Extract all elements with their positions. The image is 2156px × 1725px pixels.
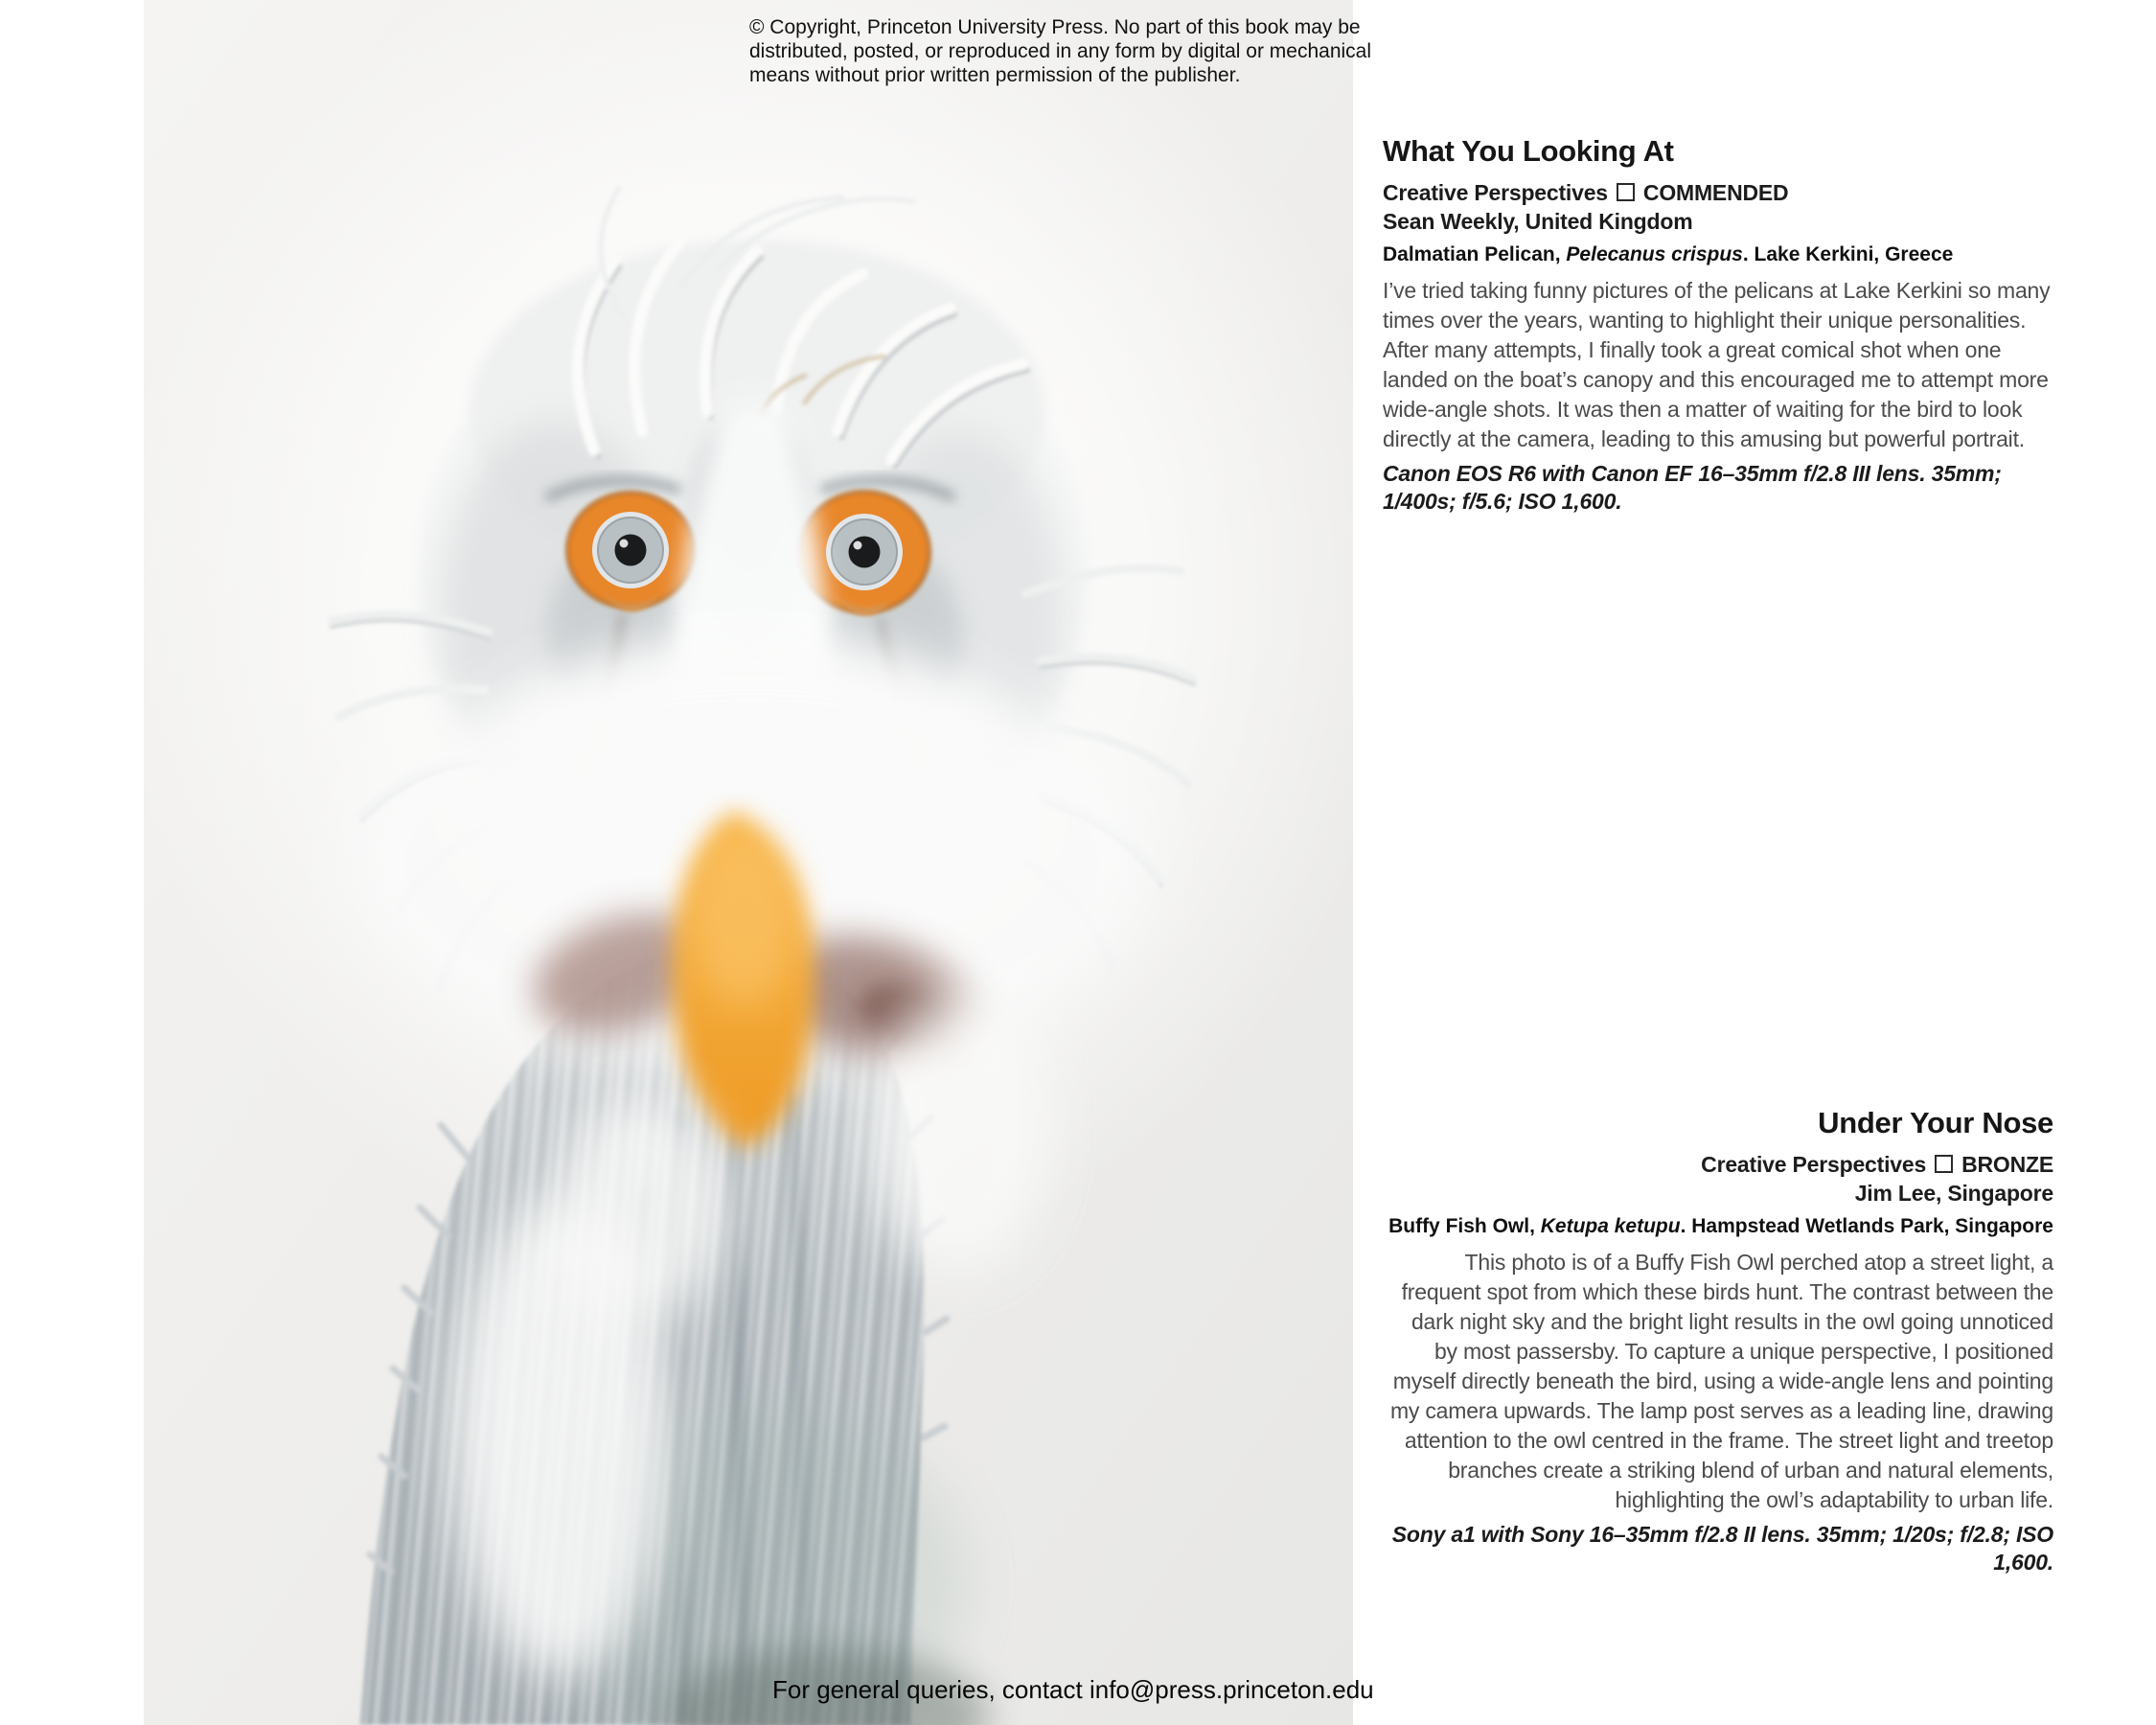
award-separator-square (1617, 183, 1635, 201)
species-location: . Lake Kerkini, Greece (1742, 243, 1954, 265)
entry-title: What You Looking At (1383, 134, 1674, 168)
entry-category: Creative Perspectives (1383, 180, 1608, 205)
species-latin-name: Ketupa ketupu (1540, 1215, 1681, 1237)
copyright-notice (749, 15, 1371, 87)
species-latin-name: Pelecanus crispus (1566, 243, 1743, 265)
entry-under-your-nose (1383, 1106, 2053, 1576)
entry-camera-info: Canon EOS R6 with Canon EF 16–35mm f/2.8 III lens. 35mm; 1/400s; f/5.6; ISO 1,600. (1383, 461, 2002, 514)
copyright-line: means without prior written permission of the publisher. (749, 64, 1241, 86)
footer-contact: For general queries, contact info@press.princeton.edu (772, 1675, 1374, 1704)
copyright-line: distributed, posted, or reproduced in any form by digital or mechanical (749, 40, 1372, 62)
entry-category: Creative Perspectives (1701, 1152, 1927, 1177)
award-separator-square (1935, 1155, 1953, 1173)
entry-award-line (1383, 178, 2053, 207)
pelican-left-eye (567, 493, 694, 612)
entry-camera-info: Sony a1 with Sony 16–35mm f/2.8 II lens. 35mm; 1/20s; f/2.8; ISO 1,600. (1391, 1522, 2053, 1575)
entry-award: BRONZE (1961, 1152, 2053, 1177)
entry-photographer: Sean Weekly, United Kingdom (1383, 209, 1693, 234)
entry-title: Under Your Nose (1818, 1106, 2053, 1139)
species-location: . Hampstead Wetlands Park, Singapore (1680, 1215, 2053, 1237)
entry-award: COMMENDED (1642, 180, 1789, 205)
entry-description: I’ve tried taking funny pictures of the pelicans at Lake Kerkini so many times over the years, wanting to highlight their unique personalities. After many attempts, I finally took a great comical shot when one landed on the boat’s canopy and this encouraged me to attempt more wide-angle shots. It was then a matter of waiting for the bird to look directly at the camera, leading to this amusing but powerful portrait. (1383, 278, 2051, 451)
entry-species-line (1383, 1212, 2053, 1241)
pelican-photo (144, 0, 1353, 1725)
pelican-photo-art (144, 0, 1353, 1725)
species-common-name: Buffy Fish Owl, (1388, 1215, 1541, 1237)
entry-what-you-looking-at (1383, 134, 2053, 516)
entry-species-line (1383, 241, 2053, 269)
copyright-line: © Copyright, Princeton University Press. No part of this book may be (749, 16, 1361, 38)
entry-photographer: Jim Lee, Singapore (1854, 1181, 2053, 1206)
entry-award-line (1383, 1150, 2053, 1179)
entry-description: This photo is of a Buffy Fish Owl perched atop a street light, a frequent spot from which these birds hunt. The contrast between the dark night sky and the bright light results in the owl going unnoticed by most passersby. To capture a unique perspective, I positioned myself directly beneath the bird, using a wide-angle lens and pointing my camera upwards. The lamp post serves as a leading line, drawing attention to the owl centred in the frame. The street light and treetop branches create a striking blend of urban and natural elements, highlighting the owl’s adaptability to urban life. (1389, 1250, 2053, 1512)
species-common-name: Dalmatian Pelican, (1383, 243, 1567, 265)
